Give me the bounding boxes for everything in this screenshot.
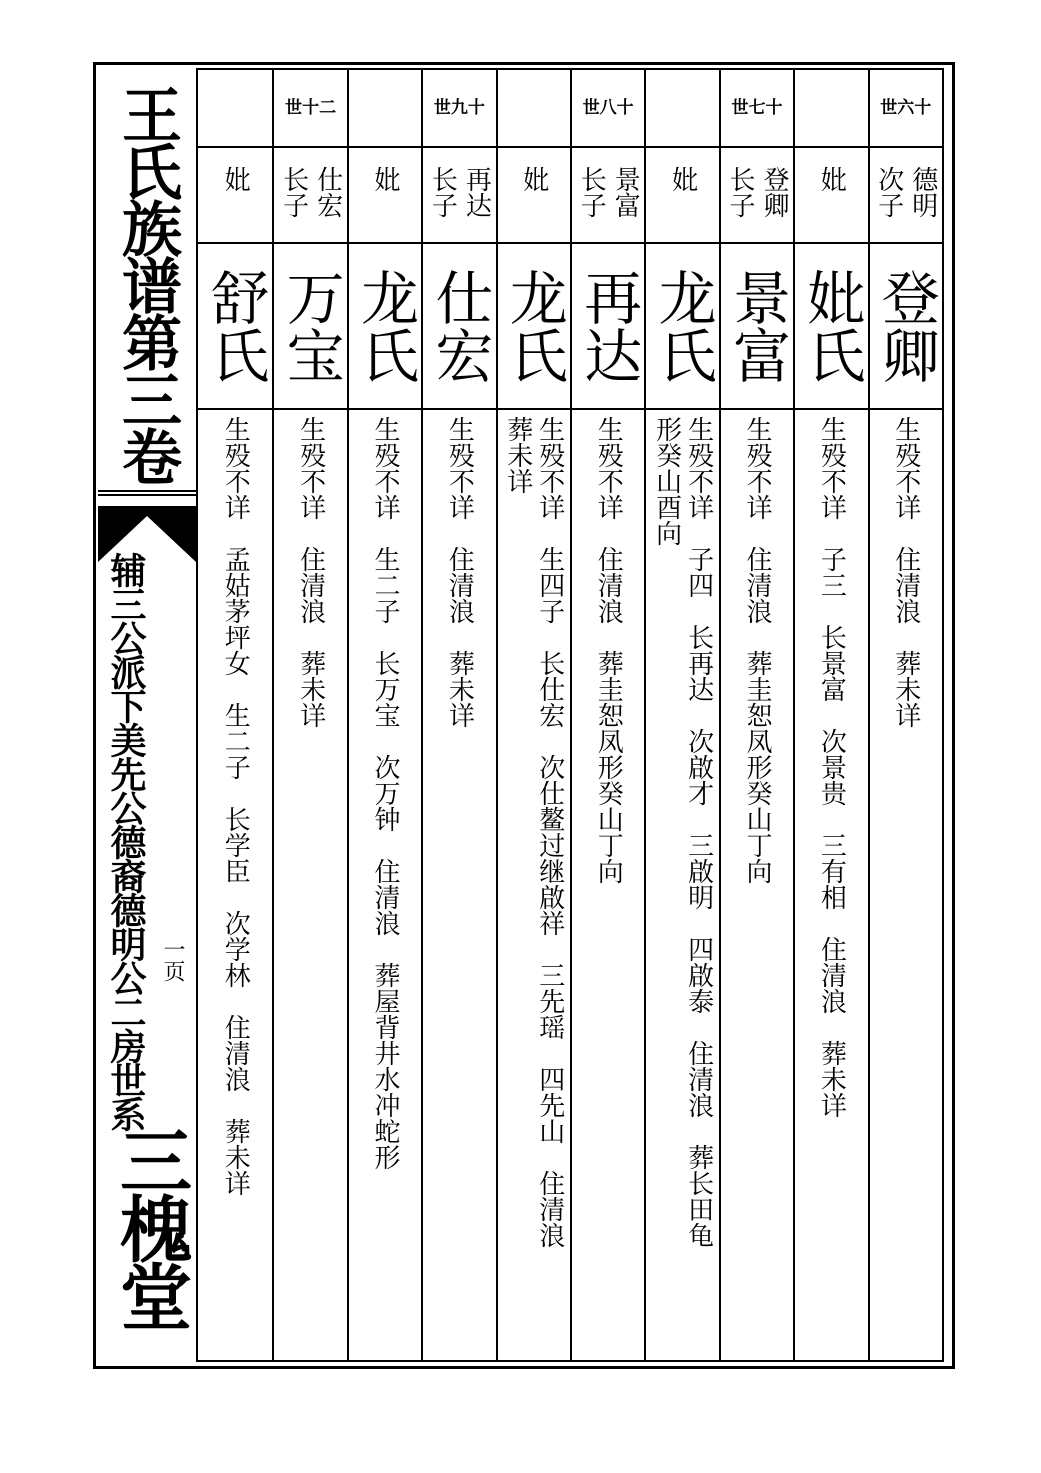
record-cell — [274, 410, 346, 1360]
name-cell — [274, 244, 346, 410]
title-divider-2 — [98, 494, 196, 496]
person-name: 仕宏 — [425, 268, 494, 384]
record-text: 生殁不详 生四子 长仕宏 次仕鳌过继啟祥 三先瑶 四先山 住清浪 — [534, 416, 565, 1248]
name-cell — [349, 244, 421, 410]
generation-column — [719, 70, 793, 1360]
lineage-title: 辅三公派下美先公德裔德明公二房世系 — [105, 552, 147, 1130]
person-name: 龙氏 — [499, 268, 568, 384]
relation-text: 妣 — [667, 166, 698, 192]
relation-cell — [572, 148, 644, 244]
page-number: 一页 — [160, 938, 185, 982]
name-cell — [646, 244, 718, 410]
generation-column — [868, 70, 942, 1360]
relation-text: 长子 — [724, 166, 755, 218]
generation-column — [421, 70, 495, 1360]
relation-cell — [423, 148, 495, 244]
person-name: 妣氏 — [797, 268, 866, 384]
record-cell — [870, 410, 942, 1360]
relation-text: 妣 — [518, 166, 549, 192]
relation-text: 再达 — [461, 166, 492, 218]
relation-cell — [274, 148, 346, 244]
generation-label: 世八十 — [582, 98, 634, 118]
name-cell — [572, 244, 644, 410]
name-cell — [198, 244, 272, 410]
relation-text: 妣 — [220, 166, 251, 192]
person-name: 万宝 — [276, 268, 345, 384]
generation-column — [198, 70, 272, 1360]
record-text: 生殁不详 子四 长再达 次啟才 三啟明 四啟泰 住清浪 葬长田龟 — [683, 416, 714, 1248]
generation-column — [793, 70, 867, 1360]
relation-cell — [198, 148, 272, 244]
title-divider — [98, 490, 196, 492]
relation-text: 登卿 — [758, 166, 789, 218]
generation-cell — [721, 70, 793, 148]
name-cell — [721, 244, 793, 410]
person-name: 舒氏 — [201, 268, 270, 384]
relation-text: 仕宏 — [312, 166, 343, 218]
generation-label: 世九十 — [433, 98, 485, 118]
record-text: 生殁不详 住清浪 葬未详 — [890, 416, 921, 728]
relation-text: 妣 — [816, 166, 847, 192]
person-name: 景富 — [723, 268, 791, 384]
relation-text: 长子 — [427, 166, 458, 218]
generation-cell — [349, 70, 421, 148]
relation-cell — [870, 148, 942, 244]
record-text: 形癸山酉向 — [651, 416, 682, 546]
relation-cell — [721, 148, 793, 244]
record-cell — [572, 410, 644, 1360]
record-cell — [498, 410, 570, 1360]
person-name: 龙氏 — [351, 268, 419, 384]
record-cell — [795, 410, 867, 1360]
record-text: 生殁不详 住清浪 葬未详 — [444, 416, 475, 728]
record-cell — [646, 410, 718, 1360]
record-text: 生殁不详 住清浪 葬圭恕凤形癸山丁向 — [741, 416, 772, 884]
generation-label: 世七十 — [731, 98, 783, 118]
person-name: 登卿 — [871, 268, 940, 384]
name-cell — [498, 244, 570, 410]
relation-text: 德明 — [907, 166, 938, 218]
record-cell — [198, 410, 272, 1360]
name-cell — [795, 244, 867, 410]
generation-column — [644, 70, 718, 1360]
record-text: 生殁不详 生二子 长万宝 次万钟 住清浪 葬屋背井水冲蛇形 — [369, 416, 400, 1170]
generation-cell — [646, 70, 718, 148]
name-cell — [423, 244, 495, 410]
record-text: 生殁不详 子三 长景富 次景贵 三有相 住清浪 葬未详 — [816, 416, 847, 1118]
relation-cell — [349, 148, 421, 244]
relation-text: 长子 — [278, 166, 309, 218]
record-text: 生殁不详 孟姑茅坪女 生二子 长学臣 次学林 住清浪 葬未详 — [220, 416, 251, 1196]
generation-cell — [274, 70, 346, 148]
generation-column — [496, 70, 570, 1360]
relation-cell — [795, 148, 867, 244]
record-text: 生殁不详 住清浪 葬圭恕凤形癸山丁向 — [593, 416, 624, 884]
generation-label: 世六十 — [880, 98, 932, 118]
generation-cell — [795, 70, 867, 148]
person-name: 再达 — [574, 268, 643, 384]
generation-column — [272, 70, 346, 1360]
relation-text: 长子 — [576, 166, 607, 218]
generation-cell — [870, 70, 942, 148]
record-cell — [423, 410, 495, 1360]
relation-cell — [646, 148, 718, 244]
name-cell — [870, 244, 942, 410]
relation-cell — [498, 148, 570, 244]
margin-column — [98, 70, 196, 1366]
generation-column — [347, 70, 421, 1360]
hall-name: 三槐堂 — [108, 1124, 193, 1328]
generation-label: 世十二 — [285, 98, 337, 118]
generation-cell — [572, 70, 644, 148]
book-title: 王氏族谱第三卷 — [112, 84, 182, 483]
record-cell — [721, 410, 793, 1360]
genealogy-table — [198, 70, 942, 1360]
generation-cell — [198, 70, 272, 148]
record-text: 生殁不详 住清浪 葬未详 — [295, 416, 326, 728]
generation-cell — [498, 70, 570, 148]
record-text: 葬未详 — [502, 416, 533, 494]
relation-text: 次子 — [873, 166, 904, 218]
record-cell — [349, 410, 421, 1360]
relation-text: 景富 — [610, 166, 641, 218]
generation-column — [570, 70, 644, 1360]
person-name: 龙氏 — [648, 268, 717, 384]
relation-text: 妣 — [369, 166, 400, 192]
generation-cell — [423, 70, 495, 148]
